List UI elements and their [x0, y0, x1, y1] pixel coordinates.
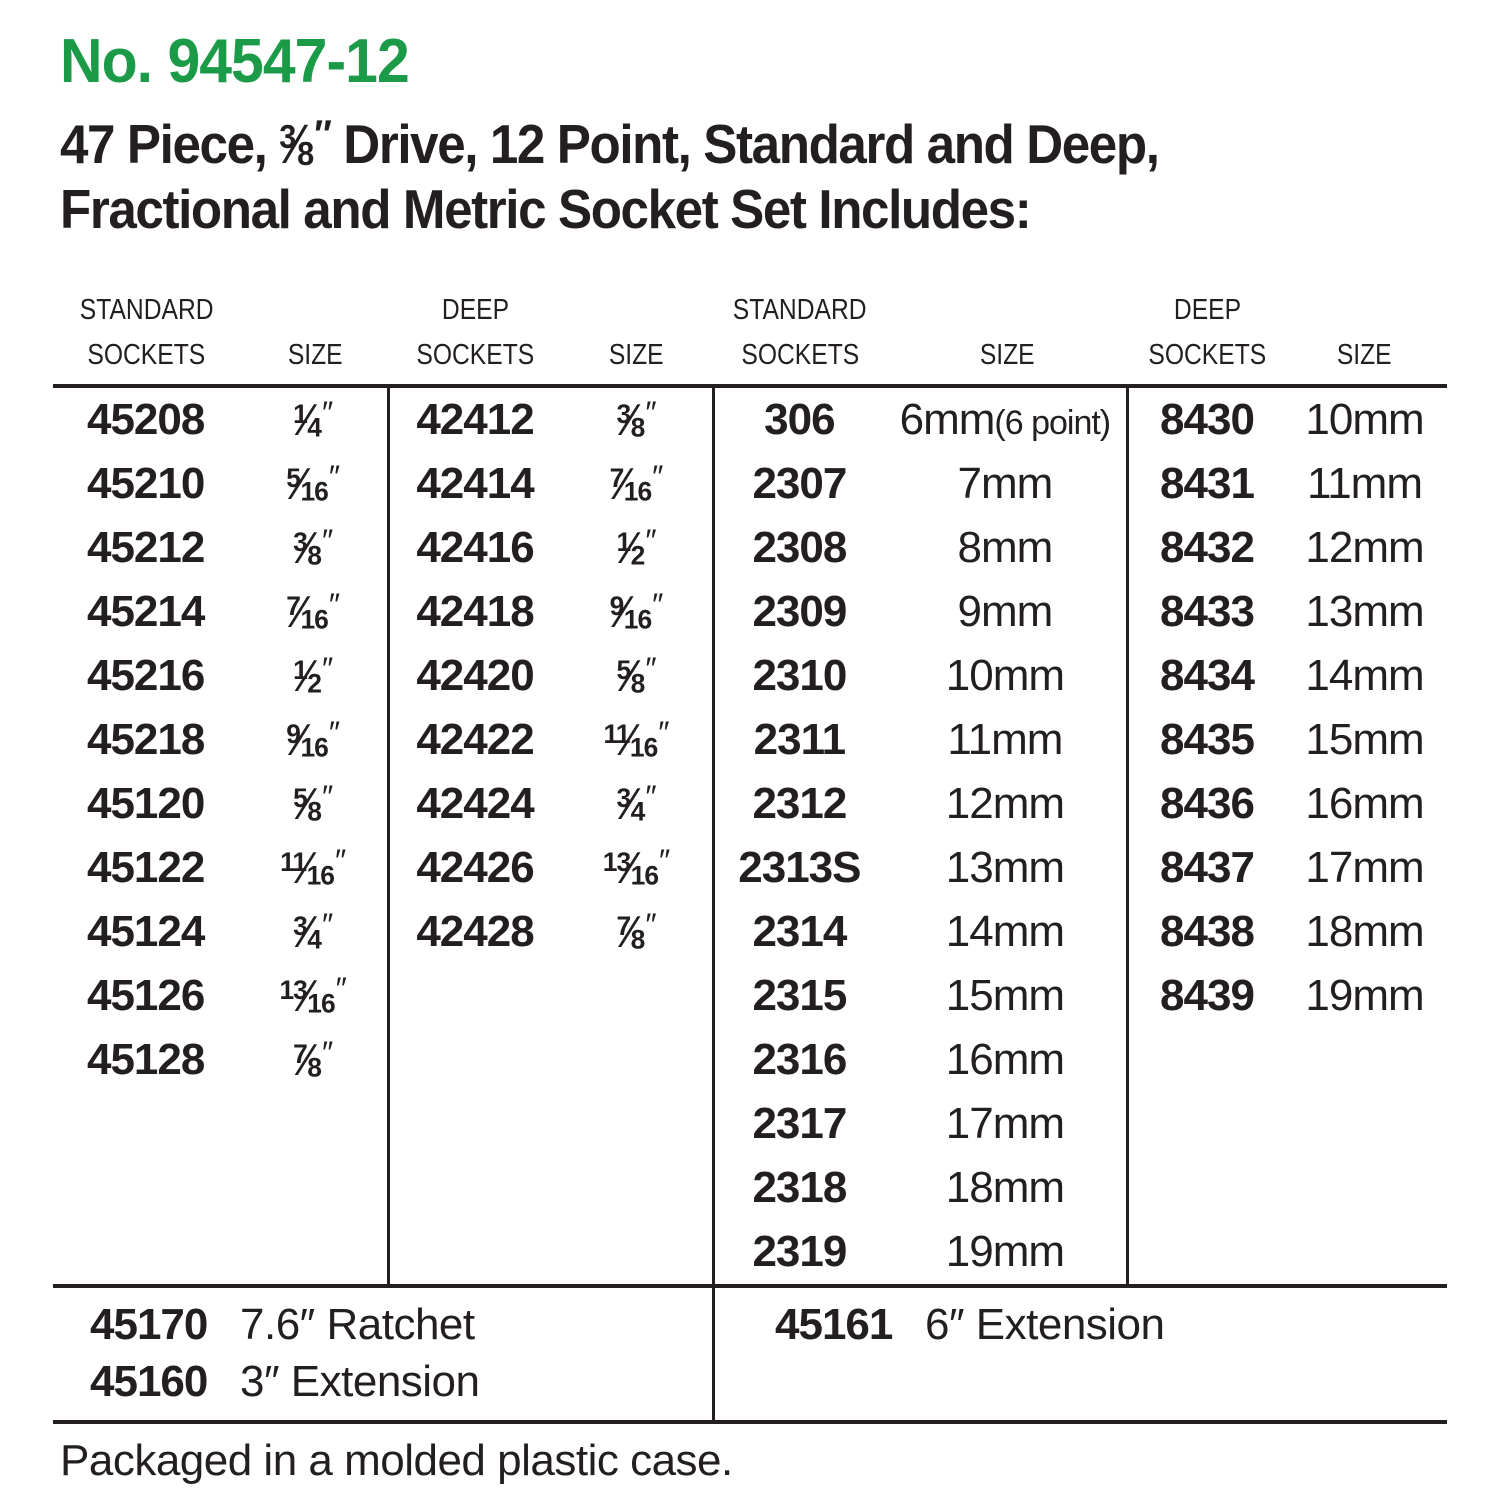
table-row	[390, 772, 712, 836]
size-value: 6mm(6 point)	[899, 395, 1111, 445]
size-value: $^1$⁄2″	[293, 650, 333, 702]
size-value: 18mm	[1305, 907, 1424, 957]
part-number: 45120	[86, 779, 205, 829]
accessory-row	[90, 1296, 712, 1353]
accessory-part-number: 45170	[90, 1299, 208, 1349]
size-value: 14mm	[945, 907, 1064, 957]
table-row	[53, 964, 387, 1028]
fraction-value: $^7$⁄8	[293, 1034, 321, 1086]
header-group-deep-fractional	[390, 288, 715, 378]
size-value: 18mm	[945, 1163, 1064, 1213]
part-number: 8437	[1160, 843, 1254, 893]
table-row	[715, 1028, 1126, 1092]
part-number: 8439	[1160, 971, 1254, 1021]
size-value: $^1$⁄2″	[616, 522, 656, 574]
size-value: 14mm	[1305, 651, 1424, 701]
fraction-value: $^1$⁄2	[616, 522, 645, 574]
table-row	[53, 580, 387, 644]
part-number: 45124	[86, 907, 205, 957]
part-number: 2316	[752, 1035, 847, 1085]
header-line: SOCKETS	[87, 339, 206, 372]
part-number: 8436	[1160, 779, 1254, 829]
fraction-value: $^{11}$⁄16	[603, 714, 658, 766]
size-value: 12mm	[1305, 523, 1424, 573]
column-header-size	[560, 288, 712, 378]
fraction-value: $^7$⁄16	[286, 586, 328, 638]
header-group-standard-fractional	[53, 288, 390, 378]
socket-set-table	[53, 288, 1447, 1424]
table-row	[53, 708, 387, 772]
table-row	[715, 1156, 1126, 1220]
accessories-section	[53, 1284, 1447, 1424]
table-row	[715, 580, 1126, 644]
size-value: 16mm	[1305, 779, 1424, 829]
column-header-deep-sockets	[1129, 288, 1285, 378]
table-row	[390, 388, 712, 452]
part-number: 2308	[752, 523, 847, 573]
size-value: 9mm	[957, 587, 1053, 637]
size-value: 10mm	[1305, 395, 1424, 445]
table-row	[715, 708, 1126, 772]
size-value: 16mm	[945, 1035, 1064, 1085]
fraction-value: $^{13}$⁄16	[602, 842, 658, 894]
header-line: DEEP	[1173, 294, 1241, 327]
table-row	[390, 836, 712, 900]
column-header-standard-sockets	[53, 288, 240, 378]
size-value: $^3$⁄8″	[293, 522, 333, 574]
table-row	[1129, 708, 1447, 772]
part-number: 45210	[86, 459, 205, 509]
table-row	[53, 836, 387, 900]
size-value: $^{11}$⁄16″	[603, 714, 669, 766]
size-value: $^3$⁄4″	[616, 778, 656, 830]
size-value: $^{11}$⁄16″	[280, 842, 346, 894]
accessory-row	[90, 1353, 712, 1410]
table-row	[1129, 900, 1447, 964]
header-line: SOCKETS	[416, 339, 534, 372]
fraction-value: $^9$⁄16	[286, 714, 328, 766]
fraction-value: $^{11}$⁄16	[280, 842, 334, 894]
part-number: 2309	[752, 587, 847, 637]
part-number: 42416	[416, 523, 534, 573]
accessories-right-cell	[715, 1288, 1447, 1420]
header-line: SOCKETS	[1148, 339, 1266, 372]
table-row	[715, 836, 1126, 900]
fraction-value: $^7$⁄16	[609, 458, 652, 510]
header-line: SOCKETS	[741, 339, 859, 372]
header-line: SIZE	[979, 339, 1035, 372]
part-number: 45122	[86, 843, 205, 893]
size-value: $^5$⁄16″	[286, 458, 340, 510]
table-row	[715, 964, 1126, 1028]
accessory-row	[775, 1296, 1447, 1353]
part-number: 45212	[86, 523, 205, 573]
column-header-standard-sockets	[715, 288, 885, 378]
size-value: $^{13}$⁄16″	[279, 970, 346, 1022]
size-value: $^7$⁄8″	[293, 1034, 333, 1086]
table-row	[53, 644, 387, 708]
part-number: 42420	[416, 651, 534, 701]
part-number: 2314	[752, 907, 847, 957]
column-header-size	[240, 288, 390, 378]
part-number: 8433	[1160, 587, 1254, 637]
header-group-deep-metric	[1129, 288, 1447, 378]
column-header-deep-sockets	[390, 288, 560, 378]
title-text-pre: 47 Piece,	[60, 113, 280, 175]
size-value: $^1$⁄4″	[293, 394, 333, 446]
product-number: No. 94547-12	[60, 27, 409, 96]
header-line: DEEP	[441, 294, 509, 327]
size-value: $^7$⁄8″	[616, 906, 656, 958]
table-row	[53, 388, 387, 452]
part-number: 8435	[1160, 715, 1254, 765]
size-value: 13mm	[945, 843, 1064, 893]
size-value: $^7$⁄16″	[286, 586, 340, 638]
fraction-value: $^5$⁄8	[293, 778, 321, 830]
product-title	[60, 111, 1500, 242]
part-number: 2311	[753, 715, 846, 765]
size-value: 17mm	[1305, 843, 1424, 893]
size-value: $^5$⁄8″	[293, 778, 333, 830]
table-row	[1129, 452, 1447, 516]
fraction-value: $^{13}$⁄16	[279, 970, 335, 1022]
part-number: 2313S	[738, 843, 861, 893]
fraction-value: $^3$⁄8	[616, 394, 645, 446]
title-text-post: Drive, 12 Point, Standard and Deep,	[330, 113, 1159, 175]
table-body	[53, 388, 1447, 1284]
part-number: 2319	[752, 1227, 847, 1277]
fraction-value: $^1$⁄4	[293, 394, 321, 446]
table-row	[390, 644, 712, 708]
part-number: 45208	[86, 395, 205, 445]
body-group-standard-metric	[715, 388, 1129, 1284]
accessory-part-number: 45160	[90, 1356, 208, 1406]
size-value: $^9$⁄16″	[286, 714, 340, 766]
size-value: $^9$⁄16″	[609, 586, 663, 638]
fraction-value: $^3$⁄8	[293, 522, 321, 574]
table-header-row	[53, 288, 1447, 388]
table-row	[53, 900, 387, 964]
fraction-value: $^1$⁄2	[293, 650, 321, 702]
table-row	[715, 1220, 1126, 1284]
product-title-line-2: Fractional and Metric Socket Set Includes:	[60, 178, 1031, 241]
table-row	[1129, 644, 1447, 708]
fraction-value: $^9$⁄16	[609, 586, 652, 638]
accessory-description: 3″ Extension	[240, 1356, 480, 1406]
part-number: 42426	[416, 843, 534, 893]
part-number: 8431	[1160, 459, 1254, 509]
size-value: $^{13}$⁄16″	[602, 842, 670, 894]
part-number: 45216	[86, 651, 205, 701]
size-value: 10mm	[945, 651, 1064, 701]
body-group-deep-metric	[1129, 388, 1447, 1284]
column-header-size	[885, 288, 1129, 378]
fraction-value: $^3$⁄8	[279, 112, 314, 175]
part-number: 2315	[752, 971, 847, 1021]
size-value: $^3$⁄8″	[616, 394, 656, 446]
size-value: $^7$⁄16″	[609, 458, 663, 510]
part-number: 2317	[752, 1099, 847, 1149]
part-number: 42422	[416, 715, 534, 765]
product-title-line-1	[60, 111, 1399, 177]
table-row	[715, 452, 1126, 516]
body-group-deep-fractional	[390, 388, 715, 1284]
body-group-standard-fractional	[53, 388, 390, 1284]
header-line: STANDARD	[79, 294, 214, 327]
table-row	[715, 644, 1126, 708]
part-number: 45214	[86, 587, 205, 637]
table-row	[1129, 516, 1447, 580]
part-number: 8432	[1160, 523, 1254, 573]
part-number: 2310	[752, 651, 847, 701]
fraction-value: $^3$⁄4	[616, 778, 645, 830]
size-value: 11mm	[1307, 459, 1422, 509]
part-number: 2312	[752, 779, 847, 829]
part-number: 2307	[752, 459, 847, 509]
column-header-size	[1285, 288, 1444, 378]
part-number: 45218	[86, 715, 205, 765]
part-number: 42414	[416, 459, 534, 509]
size-value: $^5$⁄8″	[616, 650, 656, 702]
size-value: 15mm	[1305, 715, 1424, 765]
accessories-left-cell	[53, 1288, 715, 1420]
table-row	[715, 516, 1126, 580]
header-line: SIZE	[1337, 339, 1392, 372]
size-value: 15mm	[945, 971, 1064, 1021]
fraction-value: $^5$⁄16	[286, 458, 328, 510]
part-number: 45128	[86, 1035, 205, 1085]
table-row	[53, 1028, 387, 1092]
part-number: 42428	[416, 907, 534, 957]
fraction-value: $^7$⁄8	[616, 906, 645, 958]
packaging-note: Packaged in a molded plastic case.	[60, 1436, 733, 1486]
table-row	[1129, 772, 1447, 836]
accessory-description: 7.6″ Ratchet	[240, 1299, 475, 1349]
header-line: SIZE	[287, 339, 343, 372]
size-value: 13mm	[1305, 587, 1424, 637]
part-number: 8434	[1160, 651, 1254, 701]
table-row	[1129, 388, 1447, 452]
table-row	[53, 452, 387, 516]
table-row	[1129, 964, 1447, 1028]
part-number: 8438	[1160, 907, 1254, 957]
header-line: STANDARD	[733, 294, 867, 327]
table-row	[715, 1092, 1126, 1156]
table-row	[390, 516, 712, 580]
size-value: 8mm	[957, 523, 1053, 573]
header-group-standard-metric	[715, 288, 1129, 378]
part-number: 45126	[86, 971, 205, 1021]
part-number: 42424	[416, 779, 534, 829]
accessory-description: 6″ Extension	[925, 1299, 1165, 1349]
part-number: 42412	[416, 395, 534, 445]
table-row	[715, 388, 1126, 452]
size-note: (6 point)	[994, 404, 1111, 443]
part-number: 306	[764, 395, 835, 445]
part-number: 42418	[416, 587, 534, 637]
table-row	[390, 452, 712, 516]
fraction-value: $^5$⁄8	[616, 650, 645, 702]
header-line: SIZE	[608, 339, 664, 372]
title-drive-fraction: $^3$⁄8″	[279, 112, 331, 175]
size-value: 19mm	[945, 1227, 1064, 1277]
table-row	[390, 900, 712, 964]
table-row	[715, 900, 1126, 964]
size-value: 7mm	[957, 459, 1053, 509]
table-row	[715, 772, 1126, 836]
size-value: 17mm	[945, 1099, 1064, 1149]
size-value: 12mm	[945, 779, 1064, 829]
accessory-part-number: 45161	[775, 1299, 893, 1349]
fraction-value: $^3$⁄4	[293, 906, 321, 958]
size-value: $^3$⁄4″	[293, 906, 333, 958]
part-number: 2318	[752, 1163, 847, 1213]
table-row	[390, 580, 712, 644]
size-value: 11mm	[947, 715, 1063, 765]
table-row	[53, 772, 387, 836]
table-row	[390, 708, 712, 772]
size-value: 19mm	[1305, 971, 1424, 1021]
part-number: 8430	[1160, 395, 1254, 445]
table-row	[1129, 580, 1447, 644]
table-row	[53, 516, 387, 580]
table-row	[1129, 836, 1447, 900]
